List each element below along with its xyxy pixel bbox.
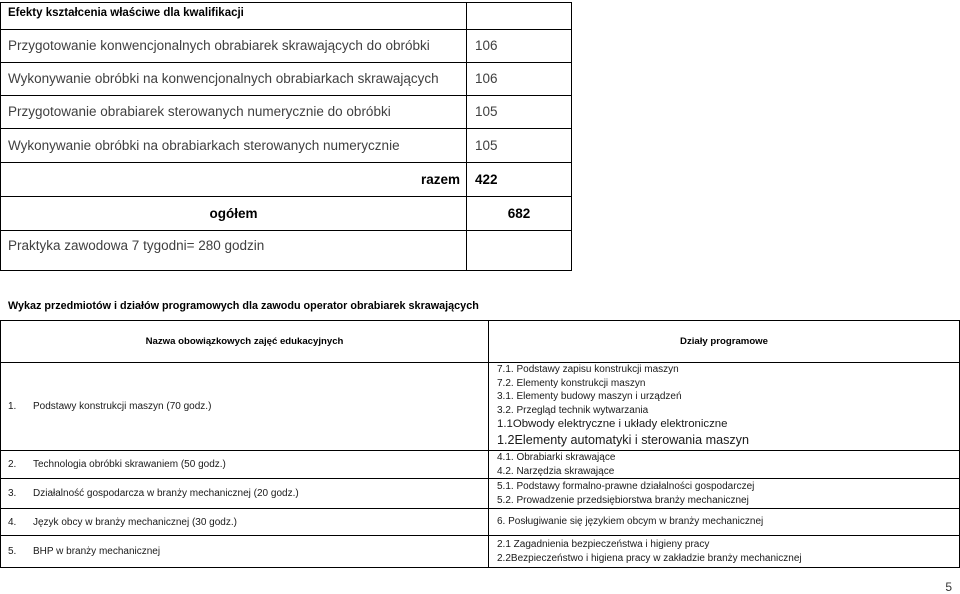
total-label: ogółem xyxy=(1,197,467,231)
subject-name: Język obcy w branży mechanicznej (30 godz.) xyxy=(33,516,237,528)
section-item: 7.1. Podstawy zapisu konstrukcji maszyn xyxy=(497,364,679,376)
subject-name: Technologia obróbki skrawaniem (50 godz.) xyxy=(33,459,226,470)
section-item: 1.2Elementy automatyki i sterowania maszyn xyxy=(497,433,749,448)
section-item: 5.1. Podstawy formalno-prawne działalności gospodarczej xyxy=(497,480,755,492)
outcomes-table-title: Efekty kształcenia właściwe dla kwalifikacji xyxy=(1,3,467,30)
sections-cell xyxy=(489,509,960,536)
outcome-hours: 106 xyxy=(467,30,572,63)
outcome-hours: 106 xyxy=(467,63,572,96)
section-item: 1.1Obwody elektryczne i układy elektroniczne xyxy=(497,418,728,431)
subtotal-value: 422 xyxy=(467,163,572,197)
empty-cell xyxy=(467,3,572,30)
subject-cell xyxy=(1,479,489,509)
header-subjects: Nazwa obowiązkowych zajęć edukacyjnych xyxy=(1,321,489,363)
sections-cell xyxy=(489,451,960,479)
section-item: 4.2. Narzędzia skrawające xyxy=(497,465,615,477)
outcome-label: Wykonywanie obróbki na konwencjonalnych obrabiarkach skrawających xyxy=(1,63,467,96)
subject-number: 5. xyxy=(8,546,17,557)
section-item: 2.1 Zagadnienia bezpieczeństwa i higieny pracy xyxy=(497,538,710,550)
subject-name: BHP w branży mechanicznej xyxy=(33,546,161,557)
outcome-label: Przygotowanie obrabiarek sterowanych numerycznie do obróbki xyxy=(1,96,467,129)
subject-number: 1. xyxy=(8,401,17,412)
section-item: 3.2. Przegląd technik wytwarzania xyxy=(497,404,649,416)
subject-name: Działalność gospodarcza w branży mechanicznej (20 godz.) xyxy=(33,488,299,499)
sections-cell xyxy=(489,363,960,451)
outcome-hours: 105 xyxy=(467,129,572,163)
subtotal-label: razem xyxy=(1,163,467,197)
outcome-label: Przygotowanie konwencjonalnych obrabiarek skrawających do obróbki xyxy=(1,30,467,63)
subjects-table xyxy=(0,320,960,568)
subject-number: 2. xyxy=(8,459,17,470)
subjects-list-title: Wykaz przedmiotów i działów programowych dla zawodu operator obrabiarek skrawających xyxy=(8,300,479,312)
subject-cell xyxy=(1,451,489,479)
page-number: 5 xyxy=(945,580,952,594)
header-sections: Działy programowe xyxy=(489,321,960,363)
subject-cell xyxy=(1,536,489,568)
empty-cell xyxy=(467,231,572,271)
total-value: 682 xyxy=(467,197,572,231)
sections-cell xyxy=(489,479,960,509)
subject-name: Podstawy konstrukcji maszyn (70 godz.) xyxy=(33,401,212,412)
outcome-hours: 105 xyxy=(467,96,572,129)
subject-cell xyxy=(1,363,489,451)
section-item: 4.1. Obrabiarki skrawające xyxy=(497,451,616,463)
sections-cell xyxy=(489,536,960,568)
subject-number: 4. xyxy=(8,516,17,528)
section-item: 7.2. Elementy konstrukcji maszyn xyxy=(497,377,646,389)
section-item: 5.2. Prowadzenie przedsiębiorstwa branży mechanicznej xyxy=(497,494,749,506)
section-item: 6. Posługiwanie się językiem obcym w branży mechanicznej xyxy=(497,516,764,528)
practice-label: Praktyka zawodowa 7 tygodni= 280 godzin xyxy=(1,231,467,271)
subject-number: 3. xyxy=(8,488,17,499)
section-item: 3.1. Elementy budowy maszyn i urządzeń xyxy=(497,391,682,403)
qualification-outcomes-table xyxy=(0,2,572,271)
section-item: 2.2Bezpieczeństwo i higiena pracy w zakładzie branży mechanicznej xyxy=(497,552,802,564)
outcome-label: Wykonywanie obróbki na obrabiarkach sterowanych numerycznie xyxy=(1,129,467,163)
subject-cell xyxy=(1,509,489,536)
